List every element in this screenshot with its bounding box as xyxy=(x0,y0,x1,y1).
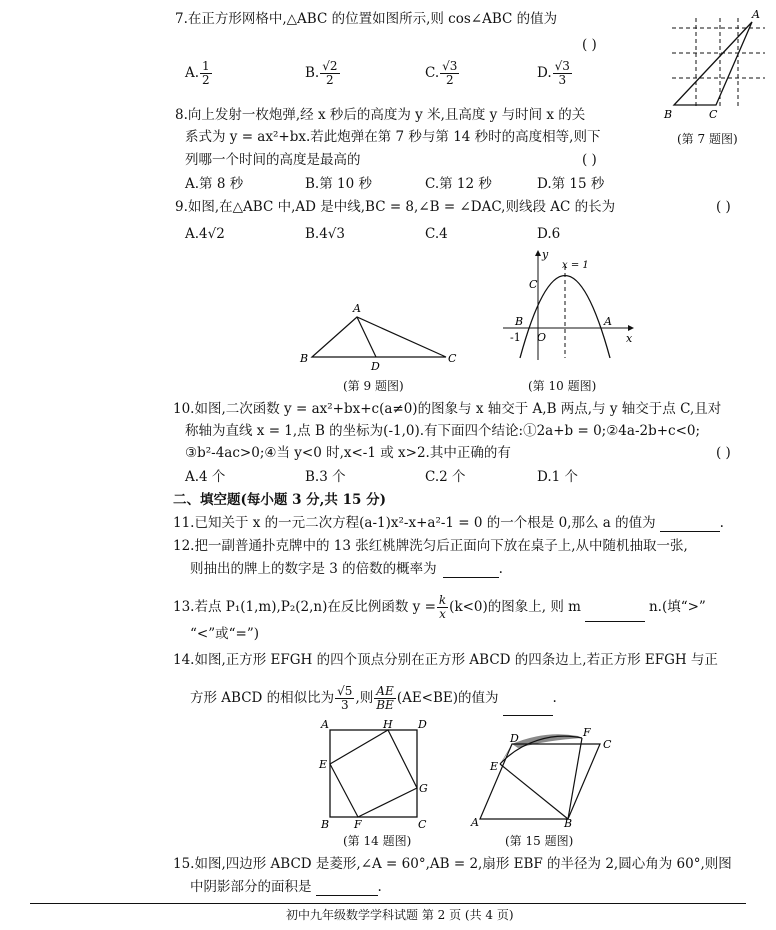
svg-text:B: B xyxy=(300,352,309,365)
svg-text:D: D xyxy=(418,718,427,731)
q14-answer-blank xyxy=(503,701,553,716)
footer-rule xyxy=(30,903,746,904)
figure-14-caption: (第 14 题图) xyxy=(343,834,412,848)
q9-option-d: D.6 xyxy=(537,226,561,242)
q10-line2: 称轴为直线 x = 1,点 B 的坐标为(-1,0).有下面四个结论:①2a+b = 0;②4a-2b+c<0; xyxy=(185,423,701,439)
label-b: B xyxy=(664,108,673,121)
q8-line2: 系式为 y = ax²+bx.若此炮弹在第 7 秒与第 14 秒时的高度相等,则下 xyxy=(185,129,601,145)
q8-line3: 列哪一个时间的高度是最高的 xyxy=(185,152,361,168)
svg-text:C: C xyxy=(603,738,612,751)
q9-option-a: A.4√2 xyxy=(185,226,225,242)
q9-stem: 9.如图,在△ABC 中,AD 是中线,BC = 8,∠B = ∠DAC,则线段 AC 的长为 xyxy=(175,199,616,215)
q14-line1: 14.如图,正方形 EFGH 的四个顶点分别在正方形 ABCD 的四条边上,若正方形 EFGH 与正 xyxy=(173,652,718,668)
q10-line1: 10.如图,二次函数 y = ax²+bx+c(a≠0)的图象与 x 轴交于 A,B 两点,与 y 轴交于点 C,且对 xyxy=(173,401,722,417)
q10-option-d: D.1 个 xyxy=(537,469,579,485)
q7-option-c: C. $\frac{√3}{2}$ xyxy=(425,59,458,87)
svg-text:B: B xyxy=(515,315,524,328)
svg-text:C: C xyxy=(418,818,427,831)
square-efgh xyxy=(330,730,417,817)
figure-14-squares xyxy=(318,718,428,830)
label-c: C xyxy=(709,108,718,121)
q8-line1: 8.向上发射一枚炮弹,经 x 秒后的高度为 y 米,且高度 y 与时间 x 的关 xyxy=(175,107,586,123)
figure-9-triangle xyxy=(298,300,463,372)
median-ad xyxy=(357,317,376,357)
q8-option-a: A.第 8 秒 xyxy=(185,176,244,192)
section-2-heading: 二、填空题(每小题 3 分,共 15 分) xyxy=(173,492,386,508)
svg-text:E: E xyxy=(490,760,499,773)
square-abcd xyxy=(330,730,417,817)
svg-text:B: B xyxy=(564,817,573,830)
q9-option-c: C.4 xyxy=(425,226,448,242)
triangle-abc xyxy=(674,22,752,105)
svg-text:y: y xyxy=(542,248,549,261)
q10-option-c: C.2 个 xyxy=(425,469,466,485)
svg-text:H: H xyxy=(383,718,393,731)
svg-text:F: F xyxy=(354,818,362,831)
svg-text:A: A xyxy=(604,315,612,328)
q11-text: 11.已知关于 x 的一元二次方程(a-1)x²-x+a²-1 = 0 的一个根是 0,那么 a 的值为 . xyxy=(173,515,724,531)
q10-line3: ③b²-4ac>0;④当 y<0 时,x<-1 或 x>2.其中正确的有 xyxy=(185,445,511,461)
q15-answer-blank xyxy=(316,881,378,896)
q7-answer-paren: ( ) xyxy=(582,37,597,53)
q12-answer-blank xyxy=(443,563,499,578)
label-a: A xyxy=(752,8,760,21)
q10-answer-paren: ( ) xyxy=(716,445,731,461)
q8-option-d: D.第 15 秒 xyxy=(537,176,605,192)
svg-text:-1: -1 xyxy=(510,331,521,344)
rhombus-abcd xyxy=(480,744,600,819)
q10-option-b: B.3 个 xyxy=(305,469,346,485)
page-footer: 初中九年级数学学科试题 第 2 页 (共 4 页) xyxy=(286,908,514,922)
figure-10-caption: (第 10 题图) xyxy=(528,379,597,393)
figure-7-caption: (第 7 题图) xyxy=(677,132,738,146)
svg-text:C: C xyxy=(529,278,538,291)
q7-option-b: B. $\frac{√2}{2}$ xyxy=(305,59,338,87)
q9-option-b: B.4√3 xyxy=(305,226,345,242)
q8-answer-paren: ( ) xyxy=(582,152,597,168)
q14-line2: 方形 ABCD 的相似比为 $\frac{√5}{3}$ ,则 $\frac{AE}{BE}$ (AE<BE)的值为 . xyxy=(190,680,557,716)
q8-option-c: C.第 12 秒 xyxy=(425,176,492,192)
svg-text:E: E xyxy=(319,758,328,771)
svg-text:D: D xyxy=(510,732,519,745)
q7-stem: 7.在正方形网格中,△ABC 的位置如图所示,则 cos∠ABC 的值为 xyxy=(175,11,558,27)
q7-option-d: D. $\frac{√3}{3}$ xyxy=(537,59,570,87)
figure-10-parabola xyxy=(498,248,638,376)
q12-line1: 12.把一副普通扑克牌中的 13 张红桃牌洗匀后正面向下放在桌子上,从中随机抽取一张, xyxy=(173,538,688,554)
svg-text:O: O xyxy=(537,331,547,344)
q15-line1: 15.如图,四边形 ABCD 是菱形,∠A = 60°,AB = 2,扇形 EBF 的半径为 2,圆心角为 60°,则图 xyxy=(173,856,732,872)
svg-text:x = 1: x = 1 xyxy=(562,260,589,271)
svg-text:A: A xyxy=(321,718,329,731)
q9-answer-paren: ( ) xyxy=(716,199,731,215)
q15-line2: 中阴影部分的面积是 . xyxy=(190,879,382,895)
svg-text:F: F xyxy=(583,726,591,739)
svg-text:A: A xyxy=(353,302,361,315)
svg-text:G: G xyxy=(419,782,428,795)
q11-answer-blank xyxy=(660,517,720,532)
q10-option-a: A.4 个 xyxy=(185,469,226,485)
figure-9-caption: (第 9 题图) xyxy=(343,379,404,393)
svg-text:D: D xyxy=(371,360,380,373)
q7-option-a: A. $\frac{1}{2}$ xyxy=(185,59,210,87)
q13-line1: 13.若点 P₁(1,m),P₂(2,n)在反比例函数 y = $\frac{k}{x}$ (k<0)的图象上, 则 m n.(填“>” xyxy=(173,593,706,621)
figure-15-rhombus-sector xyxy=(470,726,620,830)
q13-answer-blank xyxy=(585,607,645,622)
svg-text:x: x xyxy=(626,332,633,345)
svg-text:B: B xyxy=(321,818,330,831)
svg-text:C: C xyxy=(448,352,457,365)
q8-option-b: B.第 10 秒 xyxy=(305,176,372,192)
figure-15-caption: (第 15 题图) xyxy=(505,834,574,848)
q12-line2: 则抽出的牌上的数字是 3 的倍数的概率为 . xyxy=(190,561,503,577)
q13-line2: “<”或“=”) xyxy=(190,626,259,642)
svg-text:A: A xyxy=(471,816,479,829)
figure-7-grid-triangle xyxy=(660,8,770,123)
